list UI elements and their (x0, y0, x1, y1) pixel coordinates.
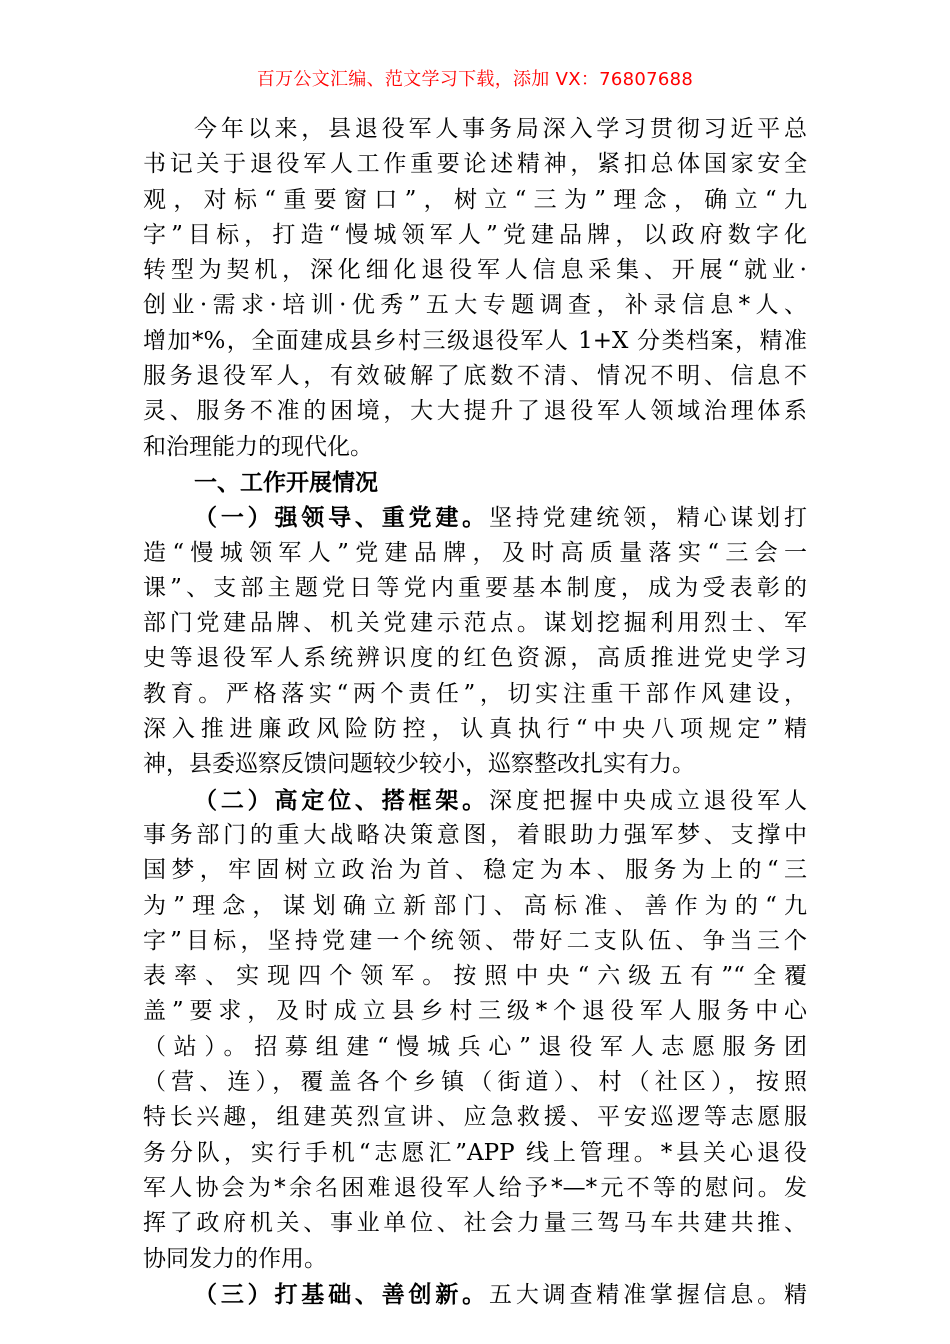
subsection-text: 五大调查精准掌握信息。精 (489, 1281, 807, 1308)
paragraph-line: 务分队，实行手机“志愿汇”APP 线上管理。*县关心退役 (143, 1139, 807, 1166)
paragraph-line: 服务退役军人，有效破解了底数不清、情况不明、信息不 (143, 363, 807, 390)
paragraph-line: 国梦，牢固树立政治为首、稳定为本、服务为上的“三 (143, 857, 807, 884)
paragraph-line: 造“慢城领军人”党建品牌，及时高质量落实“三会一 (143, 539, 807, 566)
intro-paragraph (143, 112, 807, 465)
paragraph-line: 观，对标“重要窗口”，树立“三为”理念，确立“九 (143, 186, 807, 213)
paragraph-line: 增加*%，全面建成县乡村三级退役军人 1+X 分类档案，精准 (143, 327, 807, 354)
paragraph-line: 为”理念，谋划确立新部门、高标准、善作为的“九 (143, 892, 807, 919)
paragraph-line: 灵、服务不准的困境，大大提升了退役军人领域治理体系 (143, 398, 807, 425)
paragraph-line: 创业·需求·培训·优秀”五大专题调查，补录信息*人、 (143, 292, 807, 319)
subsection-title: （一）强领导、重党建。 (194, 504, 489, 532)
subsection-title: （三）打基础、善创新。 (194, 1280, 489, 1308)
subsection-text: 深度把握中央成立退役军人 (489, 787, 807, 814)
paragraph-line: 表率、实现四个领军。按照中央“六级五有”“全覆 (143, 963, 807, 990)
paragraph-line: （站）。招募组建“慢城兵心”退役军人志愿服务团 (143, 1033, 807, 1060)
subsection-first-line (143, 783, 807, 818)
paragraph-line: 深入推进廉政风险防控，认真执行“中央八项规定”精 (143, 716, 807, 743)
subsection-3 (143, 1277, 807, 1312)
paragraph-line: 挥了政府机关、事业单位、社会力量三驾马车共建共推、 (143, 1210, 807, 1237)
watermark-banner: 百万公文汇编、范文学习下载，添加 VX：76807688 (256, 69, 694, 90)
paragraph-line: 神，县委巡察反馈问题较少较小，巡察整改扎实有力。 (143, 751, 695, 778)
subsection-2 (143, 783, 807, 1277)
paragraph-line: （营、连），覆盖各个乡镇（街道）、村（社区），按照 (143, 1069, 807, 1096)
document-body (143, 112, 807, 1312)
paragraph-line: 军人协会为*余名困难退役军人给予*—*元不等的慰问。发 (143, 1174, 807, 1201)
paragraph-line: 课”、支部主题党日等党内重要基本制度，成为受表彰的 (143, 574, 807, 601)
paragraph-line: 书记关于退役军人工作重要论述精神，紧扣总体国家安全 (143, 151, 807, 178)
subsection-title: （二）高定位、搭框架。 (194, 786, 489, 814)
paragraph-line: 字”目标，打造“慢城领军人”党建品牌，以政府数字化 (143, 221, 807, 248)
paragraph-line: 今年以来，县退役军人事务局深入学习贯彻习近平总 (194, 116, 807, 142)
paragraph-line: 教育。严格落实“两个责任”，切实注重干部作风建设， (143, 680, 807, 707)
subsection-first-line (143, 500, 807, 535)
paragraph-line: 协同发力的作用。 (143, 1245, 327, 1272)
paragraph-line: 史等退役军人系统辨识度的红色资源，高质推进党史学习 (143, 645, 807, 672)
subsection-first-line (143, 1277, 807, 1312)
paragraph-line: 特长兴趣，组建英烈宣讲、应急救援、平安巡逻等志愿服 (143, 1104, 807, 1131)
paragraph-line: 部门党建品牌、机关党建示范点。谋划挖掘利用烈士、军 (143, 610, 807, 637)
paragraph-line: 字”目标，坚持党建一个统领、带好二支队伍、争当三个 (143, 927, 807, 954)
paragraph-line: 盖”要求，及时成立县乡村三级*个退役军人服务中心 (143, 998, 807, 1025)
subsection-text: 坚持党建统领，精心谋划打 (489, 505, 807, 532)
paragraph-line: 转型为契机，深化细化退役军人信息采集、开展“就业· (143, 257, 807, 284)
section-heading: 一、工作开展情况 (194, 468, 378, 496)
paragraph-line: 事务部门的重大战略决策意图，着眼助力强军梦、支撑中 (143, 821, 807, 848)
subsection-1 (143, 500, 807, 782)
paragraph-line: 和治理能力的现代化。 (143, 433, 373, 460)
